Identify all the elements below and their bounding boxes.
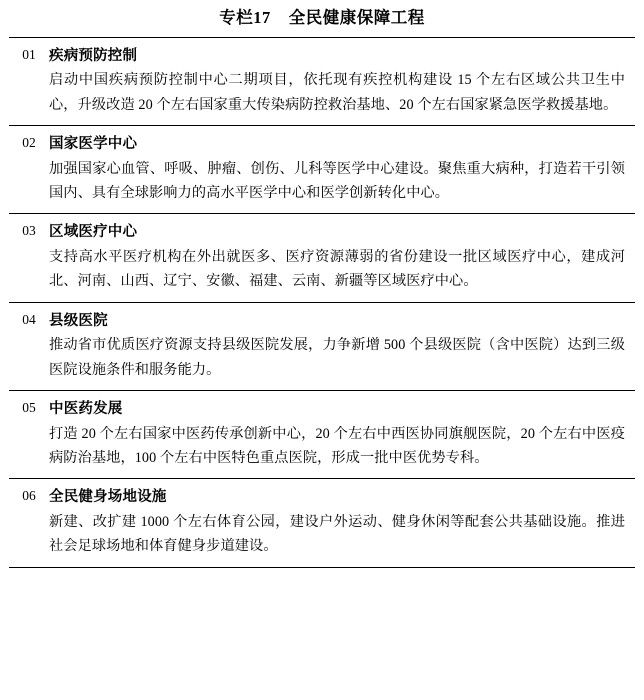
row-body: 推动省市优质医疗资源支持县级医院发展，力争新增 500 个县级医院（含中医院）达到三级医院设施条件和服务能力。 — [49, 337, 625, 378]
row-title: 中医药发展 — [49, 401, 123, 418]
row-title: 疾病预防控制 — [49, 47, 138, 64]
table-row — [9, 38, 635, 126]
page-title — [0, 0, 644, 37]
title-label: 专栏 — [219, 8, 254, 27]
row-number: 05 — [22, 400, 36, 416]
row-title: 区域医疗中心 — [49, 224, 138, 241]
row-body: 新建、改扩建 1000 个左右体育公园，建设户外运动、健身休闲等配套公共基础设施。推进社会足球场地和体育健身步道建设。 — [49, 513, 625, 555]
row-body: 加强国家心血管、呼吸、肿瘤、创伤、儿科等医学中心建设。聚焦重大病种，打造若干引领国内、具有全球影响力的高水平医学中心和医学创新转化中心。 — [49, 160, 625, 201]
row-title: 国家医学中心 — [49, 136, 138, 153]
row-number: 04 — [22, 311, 36, 327]
row-content — [49, 303, 635, 390]
row-number: 01 — [22, 46, 36, 62]
row-body: 打造 20 个左右国家中医药传承创新中心，20 个左右中西医协同旗舰医院，20 个左右中医疫病防治基地，100 个左右中医特色重点医院，形成一批中医优势专科。 — [49, 425, 625, 466]
row-content — [49, 214, 635, 301]
row-content — [49, 126, 635, 213]
row-body: 启动中国疾病预防控制中心二期项目，依托现有疾控机构建设 15 个左右区域公共卫生中心，升级改造 20 个左右国家重大传染病防控救治基地、20 个左右国家紧急医学救援基地。 — [49, 72, 625, 113]
table-row — [9, 303, 635, 391]
feature-box-table — [9, 37, 635, 568]
row-content — [49, 391, 635, 478]
title-number: 17 — [253, 8, 271, 27]
table-row — [9, 214, 635, 302]
row-body: 支持高水平医疗机构在外出就医多、医疗资源薄弱的省份建设一批区域医疗中心，建成河北、河南、山西、辽宁、安徽、福建、云南、新疆等区域医疗中心。 — [49, 248, 625, 290]
table-row — [9, 479, 635, 566]
row-number: 06 — [22, 488, 36, 504]
row-title: 县级医院 — [49, 312, 108, 329]
row-number: 03 — [22, 223, 36, 239]
table-row — [9, 391, 635, 479]
row-content — [49, 479, 635, 566]
table-row — [9, 126, 635, 214]
row-content — [49, 38, 635, 125]
row-number: 02 — [22, 135, 36, 151]
title-name: 全民健康保障工程 — [288, 8, 425, 27]
row-title: 全民健身场地设施 — [49, 489, 167, 506]
